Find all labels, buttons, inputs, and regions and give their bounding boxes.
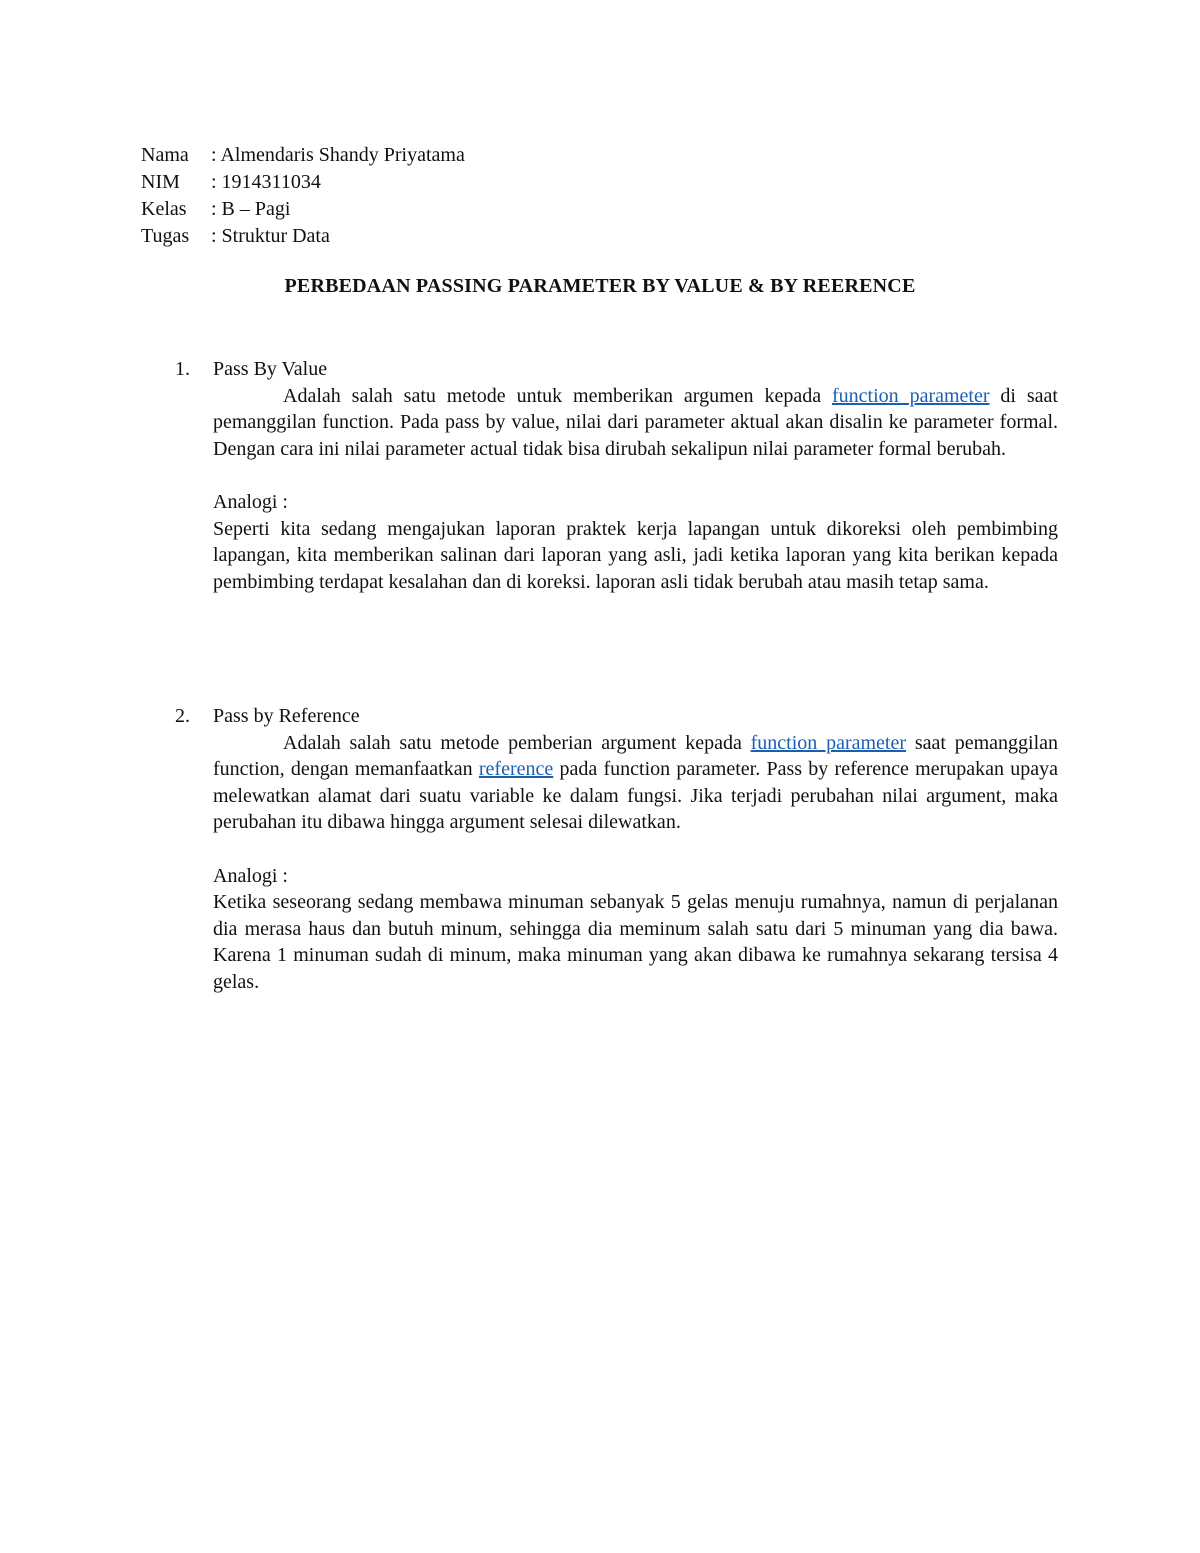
- section-number: 1.: [175, 358, 190, 380]
- info-label-kelas: Kelas: [141, 198, 187, 220]
- section-description: [213, 730, 1058, 836]
- description-text: pada function parameter. Pass by reference merupakan upaya melewatkan alamat dari suatu variable ke dalam fungsi. Jika terjadi perubahan nilai argument, maka perubahan itu dibawa hingga argument selesai dilewatkan.: [213, 758, 1059, 834]
- section-description: [213, 383, 1058, 463]
- student-info: [141, 142, 465, 250]
- info-label-nim: NIM: [141, 171, 180, 193]
- info-row-tugas: [141, 223, 465, 250]
- section-heading: [175, 356, 1058, 383]
- info-value-nama: : Almendaris Shandy Priyatama: [211, 144, 465, 166]
- section-heading-text: Pass by Reference: [213, 705, 360, 727]
- paragraph-gap: [213, 462, 1058, 489]
- info-label-nama: Nama: [141, 144, 189, 166]
- section-number: 2.: [175, 705, 190, 727]
- analogy-label: Analogi :: [213, 864, 288, 887]
- reference-link[interactable]: reference: [478, 758, 554, 781]
- info-value-nim: : 1914311034: [211, 171, 321, 193]
- analogy-text: Ketika seseorang sedang membawa minuman sebanyak 5 gelas menuju rumahnya, namun di perjalanan dia merasa haus dan butuh minum, sehingga dia meminum salah satu dari 5 minuman yang dia bawa. Karena 1 minuman sudah di minum, maka minuman yang akan dibawa ke rumahnya sekarang tersisa 4 gelas.: [213, 891, 1058, 993]
- section-heading: [175, 703, 1058, 730]
- function-parameter-link[interactable]: function parameter: [750, 731, 907, 754]
- info-value-tugas: : Struktur Data: [211, 225, 330, 247]
- analogy-label: Analogi :: [213, 490, 288, 513]
- function-parameter-link[interactable]: function parameter: [832, 384, 990, 407]
- description-text: Adalah salah satu metode untuk memberikan argumen kepada: [283, 384, 832, 407]
- info-row-nama: [141, 142, 465, 169]
- description-text: saat pemanggilan function, dengan memanfaatkan: [213, 731, 1058, 781]
- analogy-text: Seperti kita sedang mengajukan laporan praktek kerja lapangan untuk dikoreksi oleh pembimbing lapangan, kita memberikan salinan dari laporan yang asli, jadi ketika laporan yang kita berikan kepada pembimbing terdapat kesalahan dan di koreksi. laporan asli tidak berubah atau masih tetap sama.: [213, 517, 1058, 593]
- section-pass-by-reference: [175, 703, 1059, 996]
- info-value-kelas: : B – Pagi: [211, 198, 291, 220]
- info-label-tugas: Tugas: [141, 225, 190, 247]
- paragraph-gap: [213, 836, 1058, 863]
- info-row-kelas: [141, 196, 465, 223]
- description-text: di saat pemanggilan function. Pada pass by value, nilai dari parameter aktual akan disalin ke parameter formal. Dengan cara ini nilai parameter actual tidak bisa dirubah sekalipun nilai parameter formal berubah.: [213, 384, 1058, 460]
- section-heading-text: Pass By Value: [213, 358, 328, 380]
- document-title: PERBEDAAN PASSING PARAMETER BY VALUE & BY REERENCE: [284, 275, 916, 297]
- section-pass-by-value: [175, 356, 1058, 595]
- description-text: Adalah salah satu metode pemberian argument kepada: [283, 731, 751, 754]
- info-row-nim: [141, 169, 465, 196]
